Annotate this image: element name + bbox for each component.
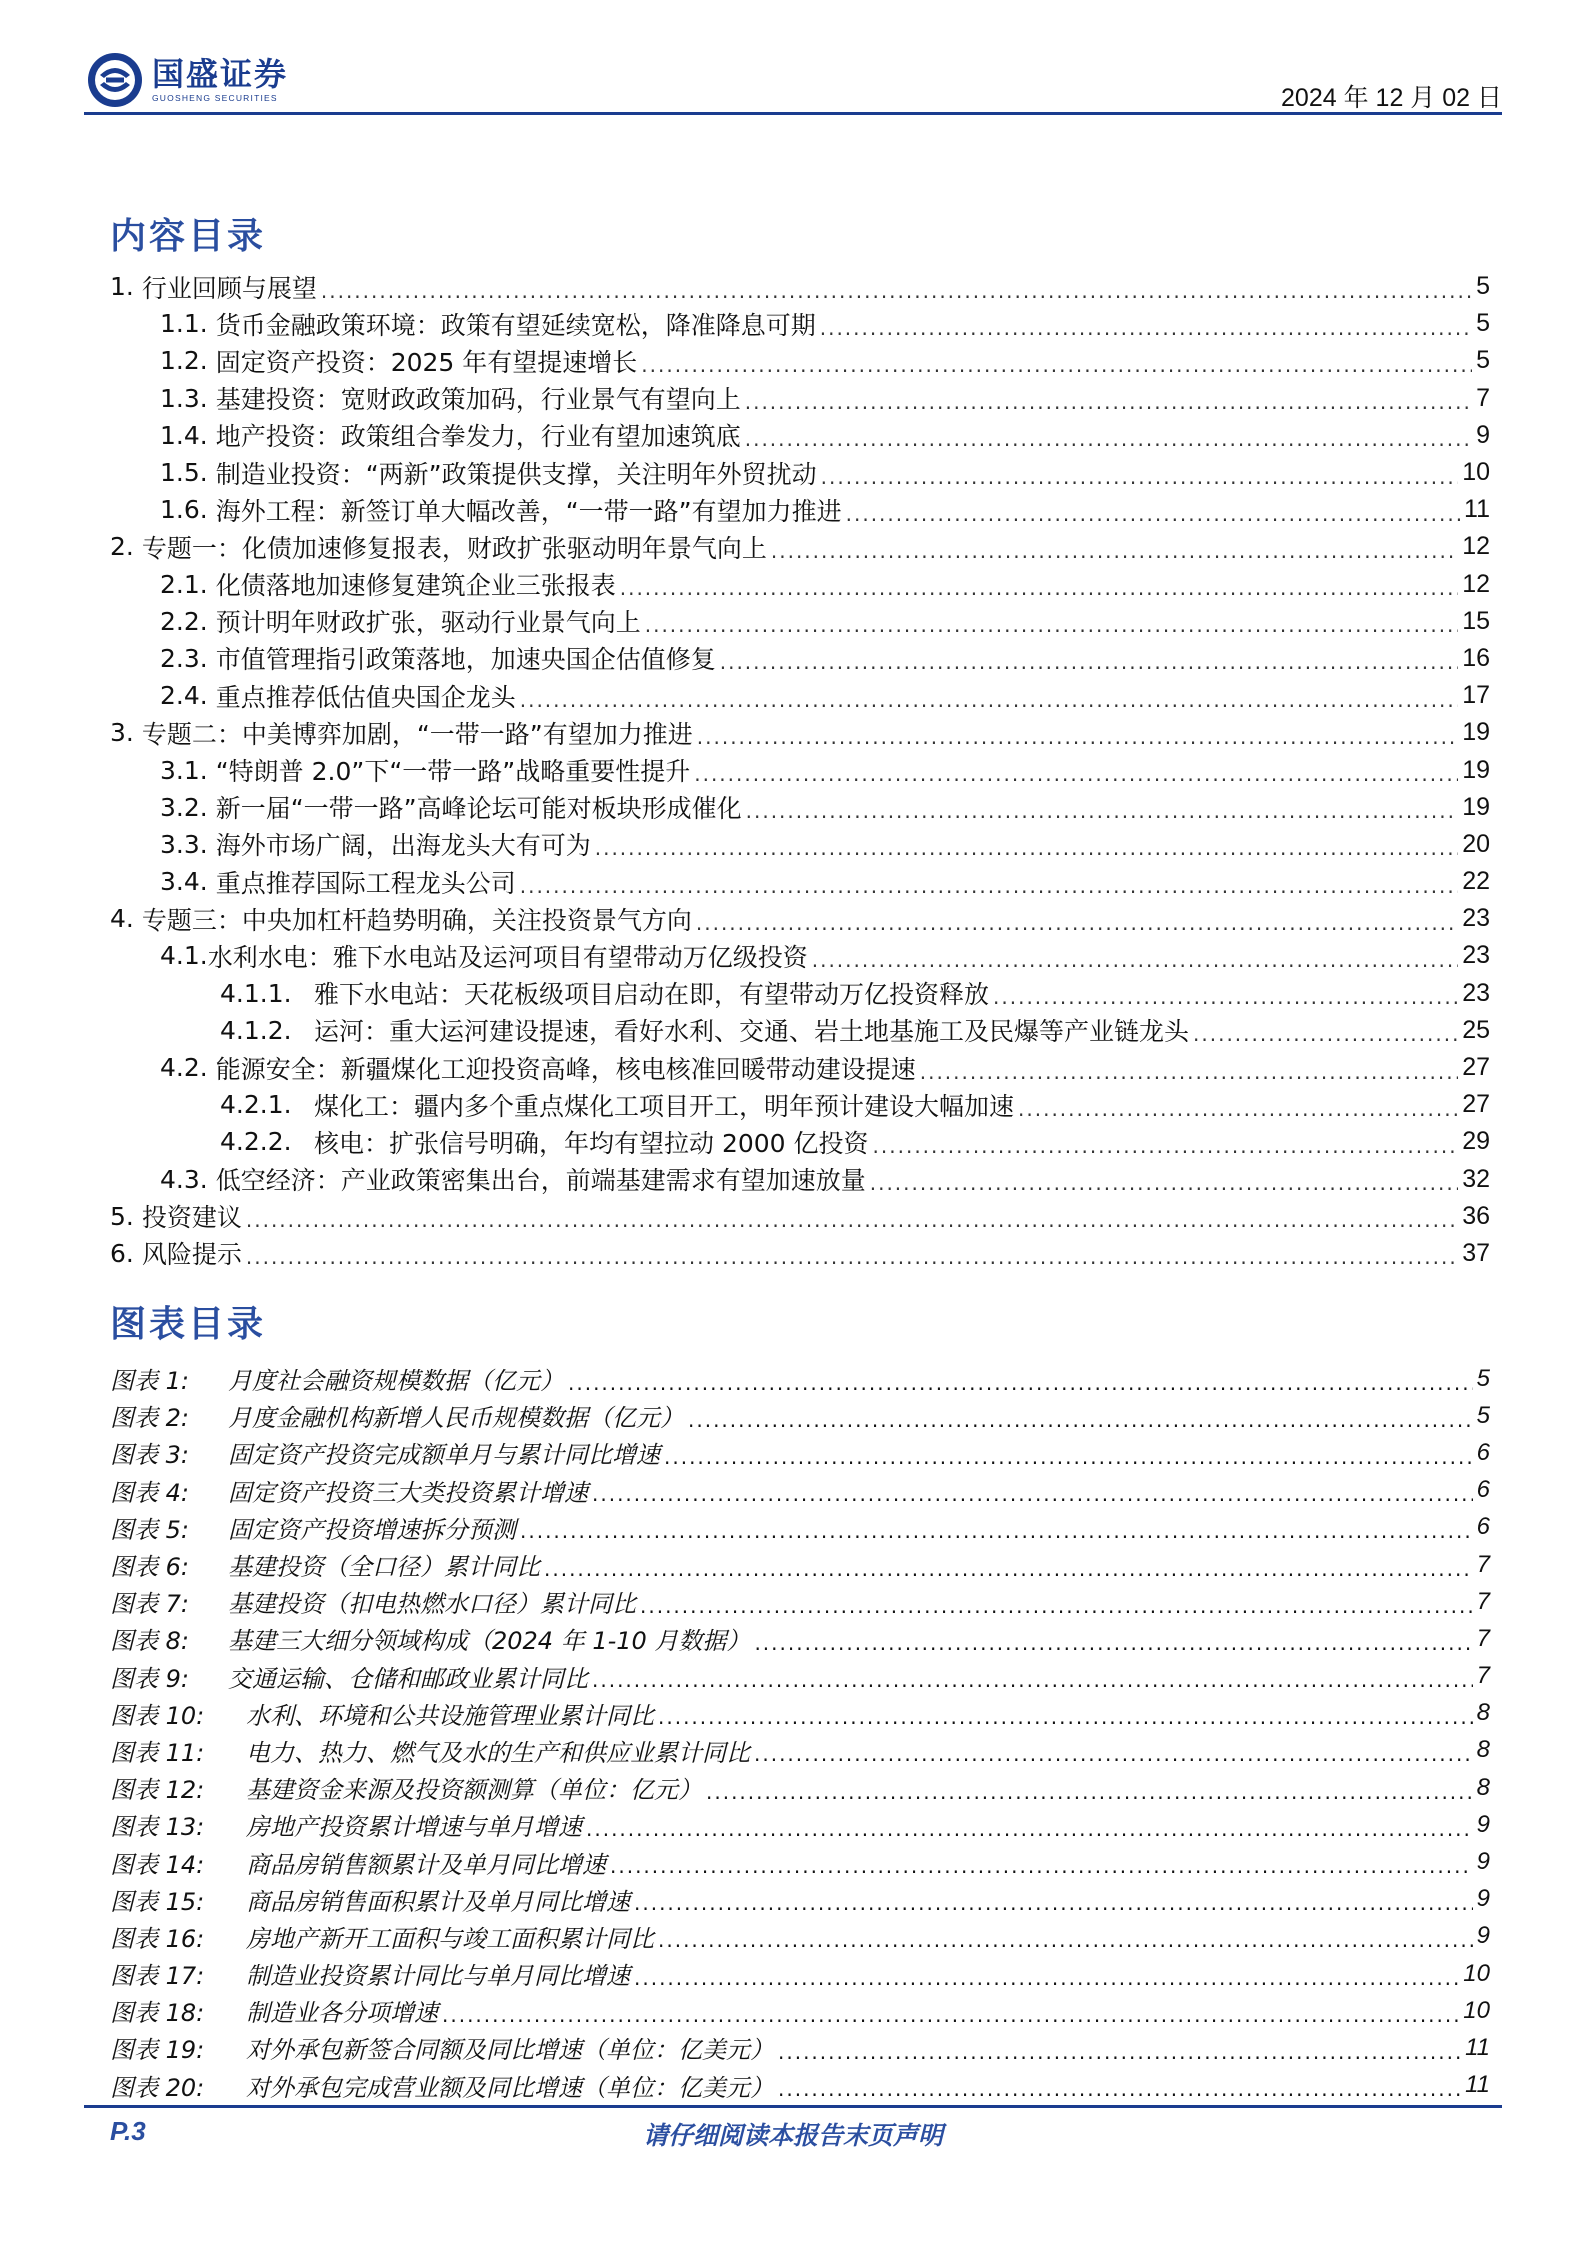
- toc-leader-dots: [846, 494, 1460, 526]
- toc-entry[interactable]: [110, 714, 1490, 751]
- figure-entry-page: 7: [1476, 1587, 1490, 1615]
- figure-entry-title: 对外承包完成营业额及同比增速（单位：亿美元）: [246, 2073, 774, 2102]
- figure-entry[interactable]: [110, 1546, 1490, 1583]
- toc-entry[interactable]: [110, 603, 1490, 640]
- toc-leader-dots: [870, 1163, 1458, 1195]
- toc-entry[interactable]: [110, 342, 1490, 379]
- figure-entry-label: 图表 12:: [110, 1776, 205, 1805]
- figure-entry-page: 9: [1476, 1885, 1490, 1913]
- toc-entry-number: 1.6.: [160, 495, 208, 525]
- figure-entry-label: 图表 4:: [110, 1478, 189, 1507]
- toc-entry-page: 32: [1462, 1164, 1490, 1193]
- toc-leader-dots: [745, 382, 1472, 414]
- toc-entry-title: 预计明年财政扩张，驱动行业景气向上: [215, 608, 641, 638]
- figure-entry[interactable]: [110, 1881, 1490, 1918]
- figure-entry[interactable]: [110, 1992, 1490, 2029]
- figure-leader-dots: [778, 2032, 1461, 2064]
- toc-entry-number: 3.3.: [160, 829, 208, 859]
- figure-entry-title: 对外承包新签合同额及同比增速（单位：亿美元）: [246, 2036, 774, 2065]
- figure-entry-title: 商品房销售额累计及单月同比增速: [246, 1850, 606, 1879]
- toc-entry-title: 投资建议: [141, 1203, 242, 1233]
- toc-entry[interactable]: [110, 1161, 1490, 1198]
- figure-entry-label: 图表 11:: [110, 1738, 205, 1767]
- toc-entry[interactable]: [110, 1086, 1490, 1123]
- figure-entry-label: 图表 14:: [110, 1850, 205, 1879]
- toc-leader-dots: [697, 717, 1458, 749]
- toc-entry-number: 4.1.1.: [220, 978, 292, 1008]
- figure-entry[interactable]: [110, 1434, 1490, 1471]
- figure-entry[interactable]: [110, 2029, 1490, 2066]
- figure-entry-page: 9: [1476, 1922, 1490, 1950]
- toc-entry-number: 2.4.: [160, 681, 208, 711]
- figure-entry-title: 房地产新开工面积与竣工面积累计同比: [246, 1924, 654, 1953]
- figure-entry-title: 固定资产投资完成额单月与累计同比增速: [228, 1441, 660, 1470]
- toc-entry[interactable]: [110, 491, 1490, 528]
- toc-entry-page: 17: [1462, 681, 1490, 710]
- figure-entry[interactable]: [110, 1658, 1490, 1695]
- toc-entry[interactable]: [110, 900, 1490, 937]
- figure-leader-dots: [592, 1660, 1473, 1692]
- toc-entry-number: 4.1.: [160, 941, 208, 971]
- toc-entry-title: 地产投资：政策组合拳发力，行业有望加速筑底: [215, 422, 741, 452]
- toc-entry-page: 37: [1462, 1238, 1490, 1267]
- figure-entry[interactable]: [110, 1472, 1490, 1509]
- toc-entry-page: 12: [1462, 532, 1490, 561]
- toc-entry-page: 5: [1476, 309, 1490, 338]
- toc-entry-number: 2.1.: [160, 569, 208, 599]
- toc-heading: 内容目录: [110, 216, 267, 257]
- toc-entry-page: 27: [1462, 1090, 1490, 1119]
- figure-entry-label: 图表 19:: [110, 2036, 205, 2065]
- toc-leader-dots: [696, 903, 1458, 935]
- toc-entry-page: 5: [1476, 272, 1490, 301]
- toc-entry-title: 新一届“一带一路”高峰论坛可能对板块形成催化: [215, 794, 742, 824]
- figure-entry-label: 图表 7:: [110, 1590, 189, 1619]
- guosheng-logo-icon: [86, 51, 144, 109]
- figure-entry-label: 图表 1:: [110, 1367, 189, 1396]
- toc-entry-page: 19: [1462, 755, 1490, 784]
- toc-leader-dots: [645, 605, 1458, 637]
- figure-entry-page: 10: [1463, 1996, 1490, 2024]
- figure-entry[interactable]: [110, 1360, 1490, 1397]
- figure-entry-page: 5: [1476, 1401, 1490, 1429]
- toc-entry-page: 23: [1462, 941, 1490, 970]
- figure-entry-title: 基建投资（扣电热燃水口径）累计同比: [228, 1590, 636, 1619]
- toc-entry-number: 1.: [110, 272, 134, 302]
- toc-entry-title: 重点推荐国际工程龙头公司: [215, 868, 516, 898]
- toc-entry-number: 1.1.: [160, 309, 208, 339]
- toc-entry[interactable]: [110, 863, 1490, 900]
- figure-entry[interactable]: [110, 1583, 1490, 1620]
- toc-entry[interactable]: [110, 640, 1490, 677]
- figure-list-heading: 图表目录: [110, 1304, 267, 1345]
- toc-entry-title: 海外工程：新签订单大幅改善，“一带一路”有望加力推进: [215, 496, 842, 526]
- toc-leader-dots: [821, 457, 1459, 489]
- figure-entry-title: 基建资金来源及投资额测算（单位：亿元）: [246, 1776, 702, 1805]
- toc-entry-number: 4.3.: [160, 1164, 208, 1194]
- figure-entry-page: 6: [1476, 1438, 1490, 1466]
- figure-leader-dots: [520, 1511, 1473, 1543]
- toc-leader-dots: [520, 680, 1458, 712]
- figure-entry-page: 10: [1463, 1959, 1490, 1987]
- figure-entry-label: 图表 3:: [110, 1441, 189, 1470]
- figure-entry-page: 8: [1476, 1773, 1490, 1801]
- toc-entry-title: 市值管理指引政策落地，加速央国企估值修复: [215, 645, 716, 675]
- figure-leader-dots: [442, 1995, 1459, 2027]
- toc-entry[interactable]: [110, 1198, 1490, 1235]
- figure-list: [110, 1360, 1490, 2104]
- toc-leader-dots: [1193, 1014, 1458, 1046]
- figure-entry-title: 月度金融机构新增人民币规模数据（亿元）: [228, 1404, 684, 1433]
- toc-entry[interactable]: [110, 975, 1490, 1012]
- figure-leader-dots: [706, 1772, 1473, 1804]
- logo-chinese-name: 国盛证券: [152, 55, 289, 93]
- figure-entry-label: 图表 5:: [110, 1515, 189, 1544]
- toc-leader-dots: [321, 271, 1472, 303]
- toc-entry-number: 3.1.: [160, 755, 208, 785]
- toc-entry[interactable]: [110, 937, 1490, 974]
- figure-entry-label: 图表 20:: [110, 2073, 205, 2102]
- figure-leader-dots: [778, 2069, 1461, 2101]
- figure-leader-dots: [658, 1920, 1473, 1952]
- toc-entry-page: 25: [1462, 1015, 1490, 1044]
- figure-entry-label: 图表 13:: [110, 1813, 205, 1842]
- toc-entry-number: 4.1.2.: [220, 1015, 292, 1045]
- logo-english-name: GUOSHENG SECURITIES: [152, 93, 278, 103]
- figure-entry-title: 基建投资（全口径）累计同比: [228, 1553, 540, 1582]
- figure-entry[interactable]: [110, 1918, 1490, 1955]
- figure-entry-page: 9: [1476, 1810, 1490, 1838]
- toc-entry-number: 4.2.1.: [220, 1090, 292, 1120]
- figure-leader-dots: [634, 1958, 1459, 1990]
- toc-entry-page: 12: [1462, 569, 1490, 598]
- toc-entry-title: “特朗普 2.0”下“一带一路”战略重要性提升: [215, 757, 691, 787]
- toc-entry-title: 化债落地加速修复建筑企业三张报表: [215, 571, 616, 601]
- page-header: [0, 0, 1586, 130]
- figure-leader-dots: [688, 1400, 1473, 1432]
- toc-entry-page: 19: [1462, 792, 1490, 821]
- figure-leader-dots: [586, 1809, 1473, 1841]
- figure-leader-dots: [568, 1363, 1473, 1395]
- toc-entry-page: 29: [1462, 1127, 1490, 1156]
- figure-entry-title: 电力、热力、燃气及水的生产和供应业累计同比: [246, 1738, 750, 1767]
- toc-leader-dots: [620, 568, 1458, 600]
- figure-entry-title: 制造业各分项增速: [246, 1999, 438, 2028]
- toc-leader-dots: [746, 791, 1459, 823]
- figure-entry-label: 图表 6:: [110, 1553, 189, 1582]
- toc-entry-title: 重点推荐低估值央国企龙头: [215, 682, 516, 712]
- figure-entry-title: 月度社会融资规模数据（亿元）: [228, 1367, 564, 1396]
- figure-leader-dots: [754, 1734, 1473, 1766]
- figure-leader-dots: [634, 1883, 1473, 1915]
- toc-entry-title: 核电：扩张信号明确，年均有望拉动 2000 亿投资: [314, 1128, 869, 1158]
- figure-entry-page: 6: [1476, 1476, 1490, 1504]
- toc-entry-title: 风险提示: [141, 1240, 242, 1270]
- toc-entry[interactable]: [110, 305, 1490, 342]
- figure-leader-dots: [592, 1474, 1473, 1506]
- toc-entry-page: 5: [1476, 346, 1490, 375]
- toc-entry-number: 1.2.: [160, 346, 208, 376]
- toc-entry[interactable]: [110, 751, 1490, 788]
- toc-leader-dots: [873, 1126, 1459, 1158]
- toc-entry-number: 1.3.: [160, 383, 208, 413]
- toc-entry-number: 5.: [110, 1201, 134, 1231]
- toc-entry-number: 2.: [110, 532, 134, 562]
- figure-entry-page: 11: [1465, 2071, 1490, 2099]
- toc-leader-dots: [993, 977, 1458, 1009]
- figure-entry-title: 基建三大细分领域构成（2024 年 1-10 月数据）: [228, 1627, 751, 1656]
- figure-leader-dots: [754, 1623, 1472, 1655]
- figure-entry-title: 固定资产投资三大类投资累计增速: [228, 1478, 588, 1507]
- toc-entry-number: 4.2.: [160, 1053, 208, 1083]
- toc-entry[interactable]: [110, 789, 1490, 826]
- figure-entry-title: 制造业投资累计同比与单月同比增速: [246, 1962, 630, 1991]
- figure-entry[interactable]: [110, 1769, 1490, 1806]
- figure-entry[interactable]: [110, 2067, 1490, 2104]
- footer-divider: [84, 2105, 1502, 2108]
- toc-entry-page: 27: [1462, 1053, 1490, 1082]
- toc-entry[interactable]: [110, 417, 1490, 454]
- toc-entry[interactable]: [110, 1012, 1490, 1049]
- figure-leader-dots: [544, 1549, 1473, 1581]
- figure-entry[interactable]: [110, 1843, 1490, 1880]
- toc-entry[interactable]: [110, 528, 1490, 565]
- page-number: P.3: [110, 2116, 146, 2146]
- toc-leader-dots: [520, 866, 1458, 898]
- toc-entry-page: 15: [1462, 606, 1490, 635]
- toc-entry-title: 低空经济：产业政策密集出台，前端基建需求有望加速放量: [215, 1166, 866, 1196]
- figure-entry-page: 8: [1476, 1736, 1490, 1764]
- disclaimer-note: 请仔细阅读本报告末页声明: [642, 2121, 943, 2150]
- toc-entry-page: 10: [1462, 458, 1490, 487]
- figure-entry-label: 图表 8:: [110, 1627, 189, 1656]
- figure-entry-title: 固定资产投资增速拆分预测: [228, 1515, 516, 1544]
- figure-entry[interactable]: [110, 1620, 1490, 1657]
- toc-leader-dots: [694, 754, 1458, 786]
- figure-leader-dots: [658, 1697, 1473, 1729]
- figure-entry-title: 商品房销售面积累计及单月同比增速: [246, 1887, 630, 1916]
- figure-entry-page: 7: [1476, 1662, 1490, 1690]
- toc-entry-number: 6.: [110, 1238, 134, 1268]
- figure-entry-label: 图表 10:: [110, 1701, 205, 1730]
- figure-entry-label: 图表 15:: [110, 1887, 205, 1916]
- figure-entry[interactable]: [110, 1732, 1490, 1769]
- toc-entry-title: 运河：重大运河建设提速，看好水利、交通、岩土地基施工及民爆等产业链龙头: [314, 1017, 1190, 1047]
- figure-entry-page: 7: [1476, 1550, 1490, 1578]
- toc-entry-title: 制造业投资：“两新”政策提供支撑，关注明年外贸扰动: [215, 459, 817, 489]
- toc-entry-title: 水利水电：雅下水电站及运河项目有望带动万亿级投资: [207, 942, 808, 972]
- toc-entry-page: 19: [1462, 718, 1490, 747]
- toc-entry-number: 3.4.: [160, 867, 208, 897]
- toc-entry-title: 海外市场广阔，出海龙头大有可为: [215, 831, 591, 861]
- toc-leader-dots: [641, 345, 1472, 377]
- toc-entry[interactable]: [110, 380, 1490, 417]
- toc-entry-page: 16: [1462, 643, 1490, 672]
- figure-entry[interactable]: [110, 1806, 1490, 1843]
- figure-leader-dots: [610, 1846, 1473, 1878]
- toc-entry-number: 2.3.: [160, 643, 208, 673]
- toc-leader-dots: [1018, 1089, 1458, 1121]
- table-of-contents: [110, 268, 1490, 1272]
- toc-entry-page: 7: [1476, 383, 1490, 412]
- toc-entry-number: 4.: [110, 904, 134, 934]
- toc-entry[interactable]: [110, 566, 1490, 603]
- figure-entry-page: 5: [1476, 1364, 1490, 1392]
- toc-entry-number: 4.2.2.: [220, 1127, 292, 1157]
- toc-entry-page: 23: [1462, 978, 1490, 1007]
- figure-entry[interactable]: [110, 1509, 1490, 1546]
- figure-entry-label: 图表 17:: [110, 1962, 205, 1991]
- toc-entry-page: 20: [1462, 829, 1490, 858]
- toc-entry-title: 固定资产投资：2025 年有望提速增长: [215, 347, 638, 377]
- toc-leader-dots: [720, 642, 1458, 674]
- toc-entry-number: 2.2.: [160, 606, 208, 636]
- toc-entry-title: 专题三：中央加杠杆趋势明确，关注投资景气方向: [141, 905, 692, 935]
- toc-entry-page: 22: [1462, 867, 1490, 896]
- figure-entry-page: 7: [1476, 1624, 1490, 1652]
- figure-entry-title: 房地产投资累计增速与单月增速: [246, 1813, 582, 1842]
- toc-entry-page: 23: [1462, 904, 1490, 933]
- toc-leader-dots: [246, 1237, 1458, 1269]
- toc-entry-title: 行业回顾与展望: [141, 273, 317, 303]
- toc-entry[interactable]: [110, 826, 1490, 863]
- toc-entry-number: 3.: [110, 718, 134, 748]
- figure-entry-title: 交通运输、仓储和邮政业累计同比: [228, 1664, 588, 1693]
- toc-entry-page: 11: [1464, 495, 1490, 524]
- figure-entry-label: 图表 9:: [110, 1664, 189, 1693]
- toc-entry-title: 煤化工：疆内多个重点煤化工项目开工，明年预计建设大幅加速: [314, 1091, 1015, 1121]
- figure-entry-title: 水利、环境和公共设施管理业累计同比: [246, 1701, 654, 1730]
- toc-entry[interactable]: [110, 268, 1490, 305]
- toc-entry[interactable]: [110, 454, 1490, 491]
- toc-entry-title: 专题一：化债加速修复报表，财政扩张驱动明年景气向上: [141, 533, 767, 563]
- toc-leader-dots: [820, 308, 1472, 340]
- toc-leader-dots: [745, 419, 1472, 451]
- figure-entry-page: 8: [1476, 1699, 1490, 1727]
- toc-entry-number: 1.4.: [160, 420, 208, 450]
- figure-entry[interactable]: [110, 1397, 1490, 1434]
- figure-leader-dots: [664, 1437, 1473, 1469]
- toc-entry-title: 货币金融政策环境：政策有望延续宽松，降准降息可期: [215, 310, 816, 340]
- figure-entry-label: 图表 16:: [110, 1924, 205, 1953]
- figure-entry-page: 11: [1465, 2033, 1490, 2061]
- toc-entry-title: 专题二：中美博弈加剧，“一带一路”有望加力推进: [141, 719, 693, 749]
- toc-leader-dots: [771, 531, 1458, 563]
- toc-entry-title: 能源安全：新疆煤化工迎投资高峰，核电核准回暖带动建设提速: [215, 1054, 916, 1084]
- toc-entry-title: 基建投资：宽财政政策加码，行业景气有望向上: [215, 385, 741, 415]
- company-logo: [86, 52, 326, 108]
- toc-leader-dots: [595, 828, 1458, 860]
- toc-leader-dots: [812, 940, 1458, 972]
- figure-entry-label: 图表 18:: [110, 1999, 205, 2028]
- figure-entry-label: 图表 2:: [110, 1404, 189, 1433]
- toc-entry-page: 9: [1476, 420, 1490, 449]
- toc-entry-number: 1.5.: [160, 458, 208, 488]
- toc-entry[interactable]: [110, 1049, 1490, 1086]
- header-divider: [84, 112, 1502, 115]
- report-date: 2024 年 12 月 02 日: [1281, 84, 1502, 112]
- figure-leader-dots: [640, 1586, 1473, 1618]
- toc-leader-dots: [246, 1200, 1458, 1232]
- toc-entry-title: 雅下水电站：天花板级项目启动在即，有望带动万亿投资释放: [314, 980, 990, 1010]
- toc-entry-number: 3.2.: [160, 792, 208, 822]
- toc-entry[interactable]: [110, 677, 1490, 714]
- figure-entry[interactable]: [110, 1695, 1490, 1732]
- toc-entry[interactable]: [110, 1235, 1490, 1272]
- figure-entry[interactable]: [110, 1955, 1490, 1992]
- toc-entry[interactable]: [110, 1123, 1490, 1160]
- figure-entry-page: 6: [1476, 1513, 1490, 1541]
- toc-leader-dots: [920, 1052, 1458, 1084]
- figure-entry-page: 9: [1476, 1848, 1490, 1876]
- toc-entry-page: 36: [1462, 1201, 1490, 1230]
